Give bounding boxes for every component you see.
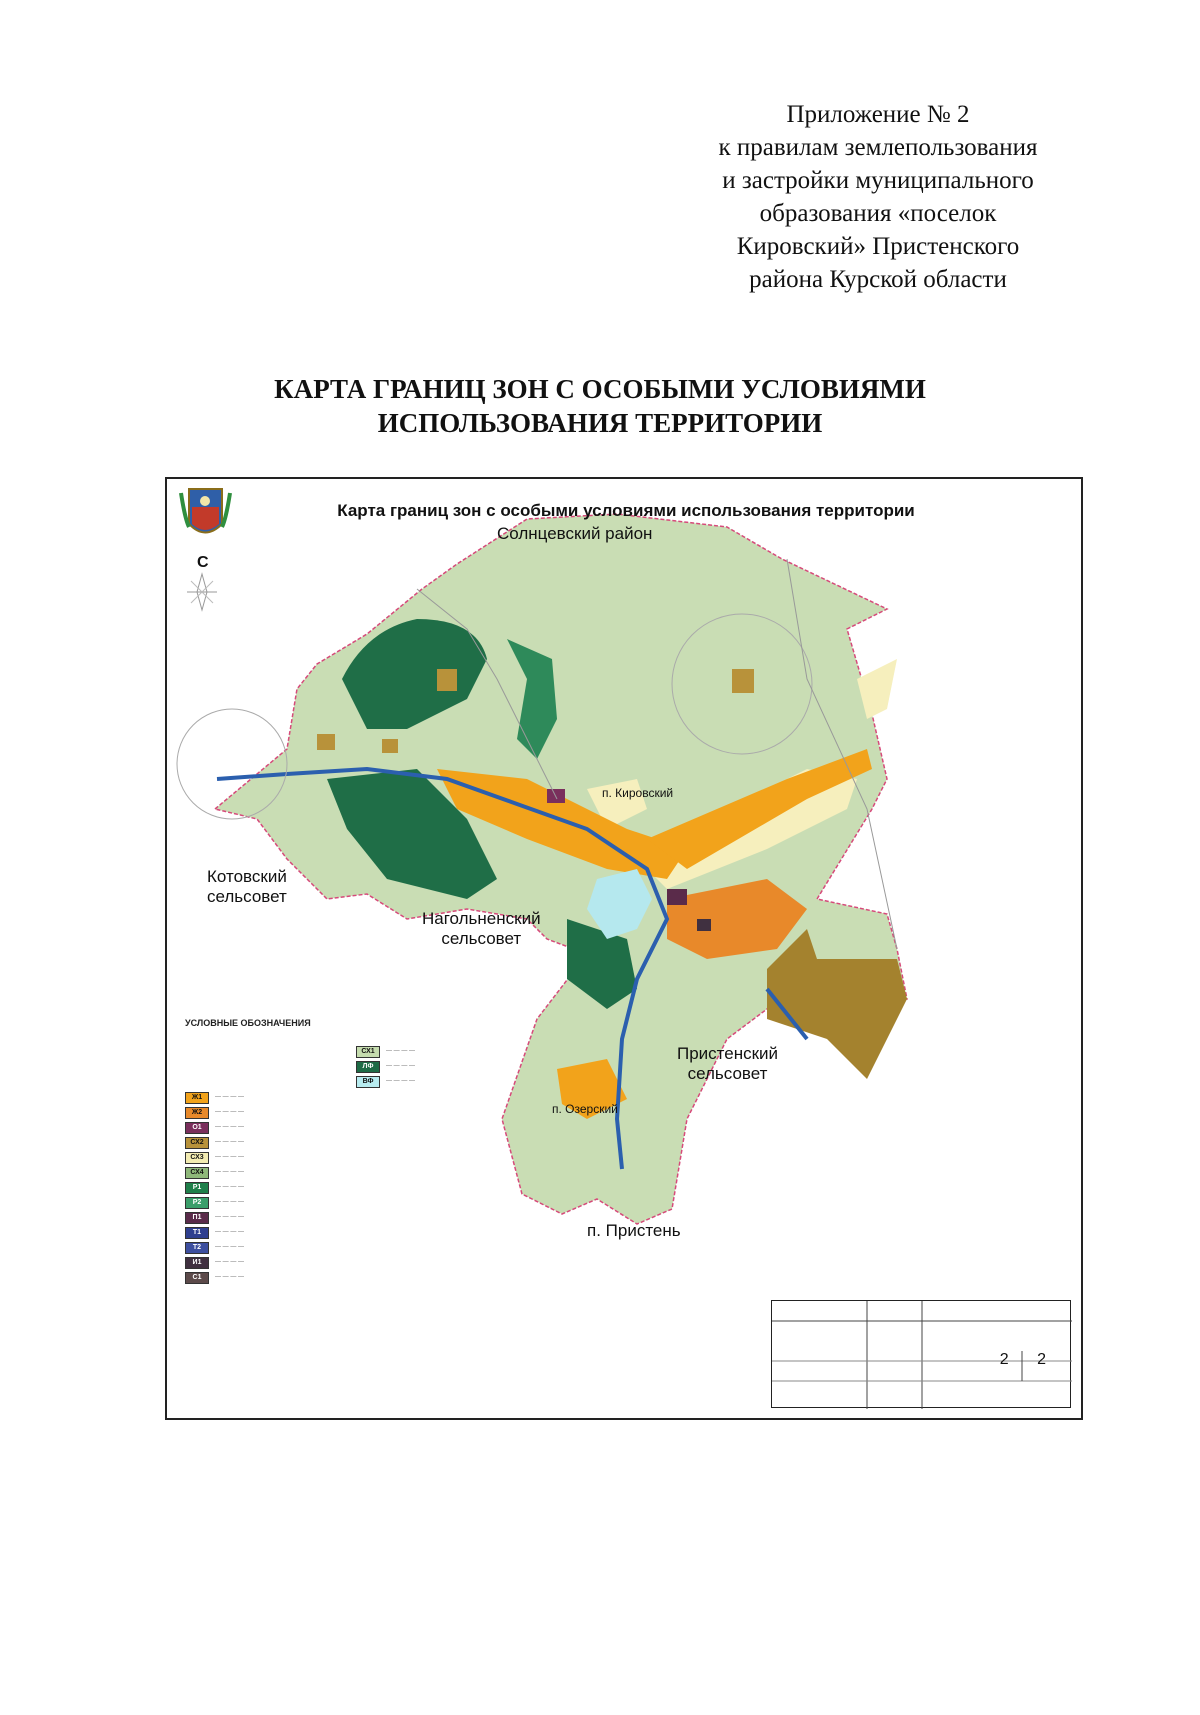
public-zone (697, 919, 711, 931)
appendix-line: Приложение № 2 (786, 101, 970, 128)
appendix-line: района Курской области (749, 266, 1007, 293)
legend-item: Ж1 — — — — (185, 1090, 353, 1105)
document-title (0, 372, 1200, 440)
title-block-stamp (771, 1300, 1071, 1408)
appendix-line: и застройки муниципального (722, 167, 1034, 194)
place-label: Котовский сельсовет (207, 867, 287, 906)
legend-item: П1 — — — — (185, 1210, 353, 1225)
appendix-line: Кировский» Пристенского (736, 233, 1020, 260)
legend-item: Р2 — — — — (185, 1195, 353, 1210)
settlement-label: п. Озерский (552, 1102, 618, 1116)
legend-item: СХ4 — — — — (185, 1165, 353, 1180)
compass-north-label: С (197, 554, 209, 571)
legend-item: Р1 — — — — (185, 1180, 353, 1195)
public-zone (667, 889, 687, 905)
legend-item: С1 — — — — (185, 1270, 353, 1285)
document-title-line: ИСПОЛЬЗОВАНИЯ ТЕРРИТОРИИ (377, 408, 823, 438)
place-label: п. Пристень (587, 1221, 681, 1240)
sheet-number: 2 2 (999, 1351, 1058, 1368)
legend-item: ЛФ — — — — (356, 1059, 496, 1074)
legend-item: СХ1 — — — — (356, 1044, 496, 1059)
legend-item: О1 — — — — (185, 1120, 353, 1135)
map-frame (165, 477, 1083, 1420)
place-label: Нагольненский сельсовет (422, 909, 541, 948)
appendix-line: к правилам землепользования (718, 134, 1038, 161)
appendix-header (668, 98, 1088, 296)
legend-item: Т1 — — — — (185, 1225, 353, 1240)
map-title: Карта границ зон с особыми условиями использования территории (337, 501, 915, 520)
legend-item: СХ2 — — — — (185, 1135, 353, 1150)
legend-title: УСЛОВНЫЕ ОБОЗНАЧЕНИЯ (185, 1018, 311, 1028)
map-legend (185, 1019, 353, 1285)
agricultural-zone-brown (437, 669, 457, 691)
place-label: Пристенский сельсовет (677, 1044, 779, 1083)
agricultural-zone-brown (317, 734, 335, 750)
legend-item: Ж2 — — — — (185, 1105, 353, 1120)
settlement-label: п. Кировский (602, 786, 674, 800)
document-title-line: КАРТА ГРАНИЦ ЗОН С ОСОБЫМИ УСЛОВИЯМИ (274, 374, 926, 404)
place-label: Солнцевский район (497, 524, 653, 543)
map-legend-secondary (356, 1044, 496, 1089)
appendix-line: образования «поселок (759, 200, 997, 227)
legend-item: ВФ — — — — (356, 1074, 496, 1089)
agricultural-zone-brown (732, 669, 754, 693)
compass-rose-icon (187, 574, 217, 610)
legend-item: СХ3 — — — — (185, 1150, 353, 1165)
agricultural-zone-brown (382, 739, 398, 753)
legend-item: И1 — — — — (185, 1255, 353, 1270)
legend-item: Т2 — — — — (185, 1240, 353, 1255)
